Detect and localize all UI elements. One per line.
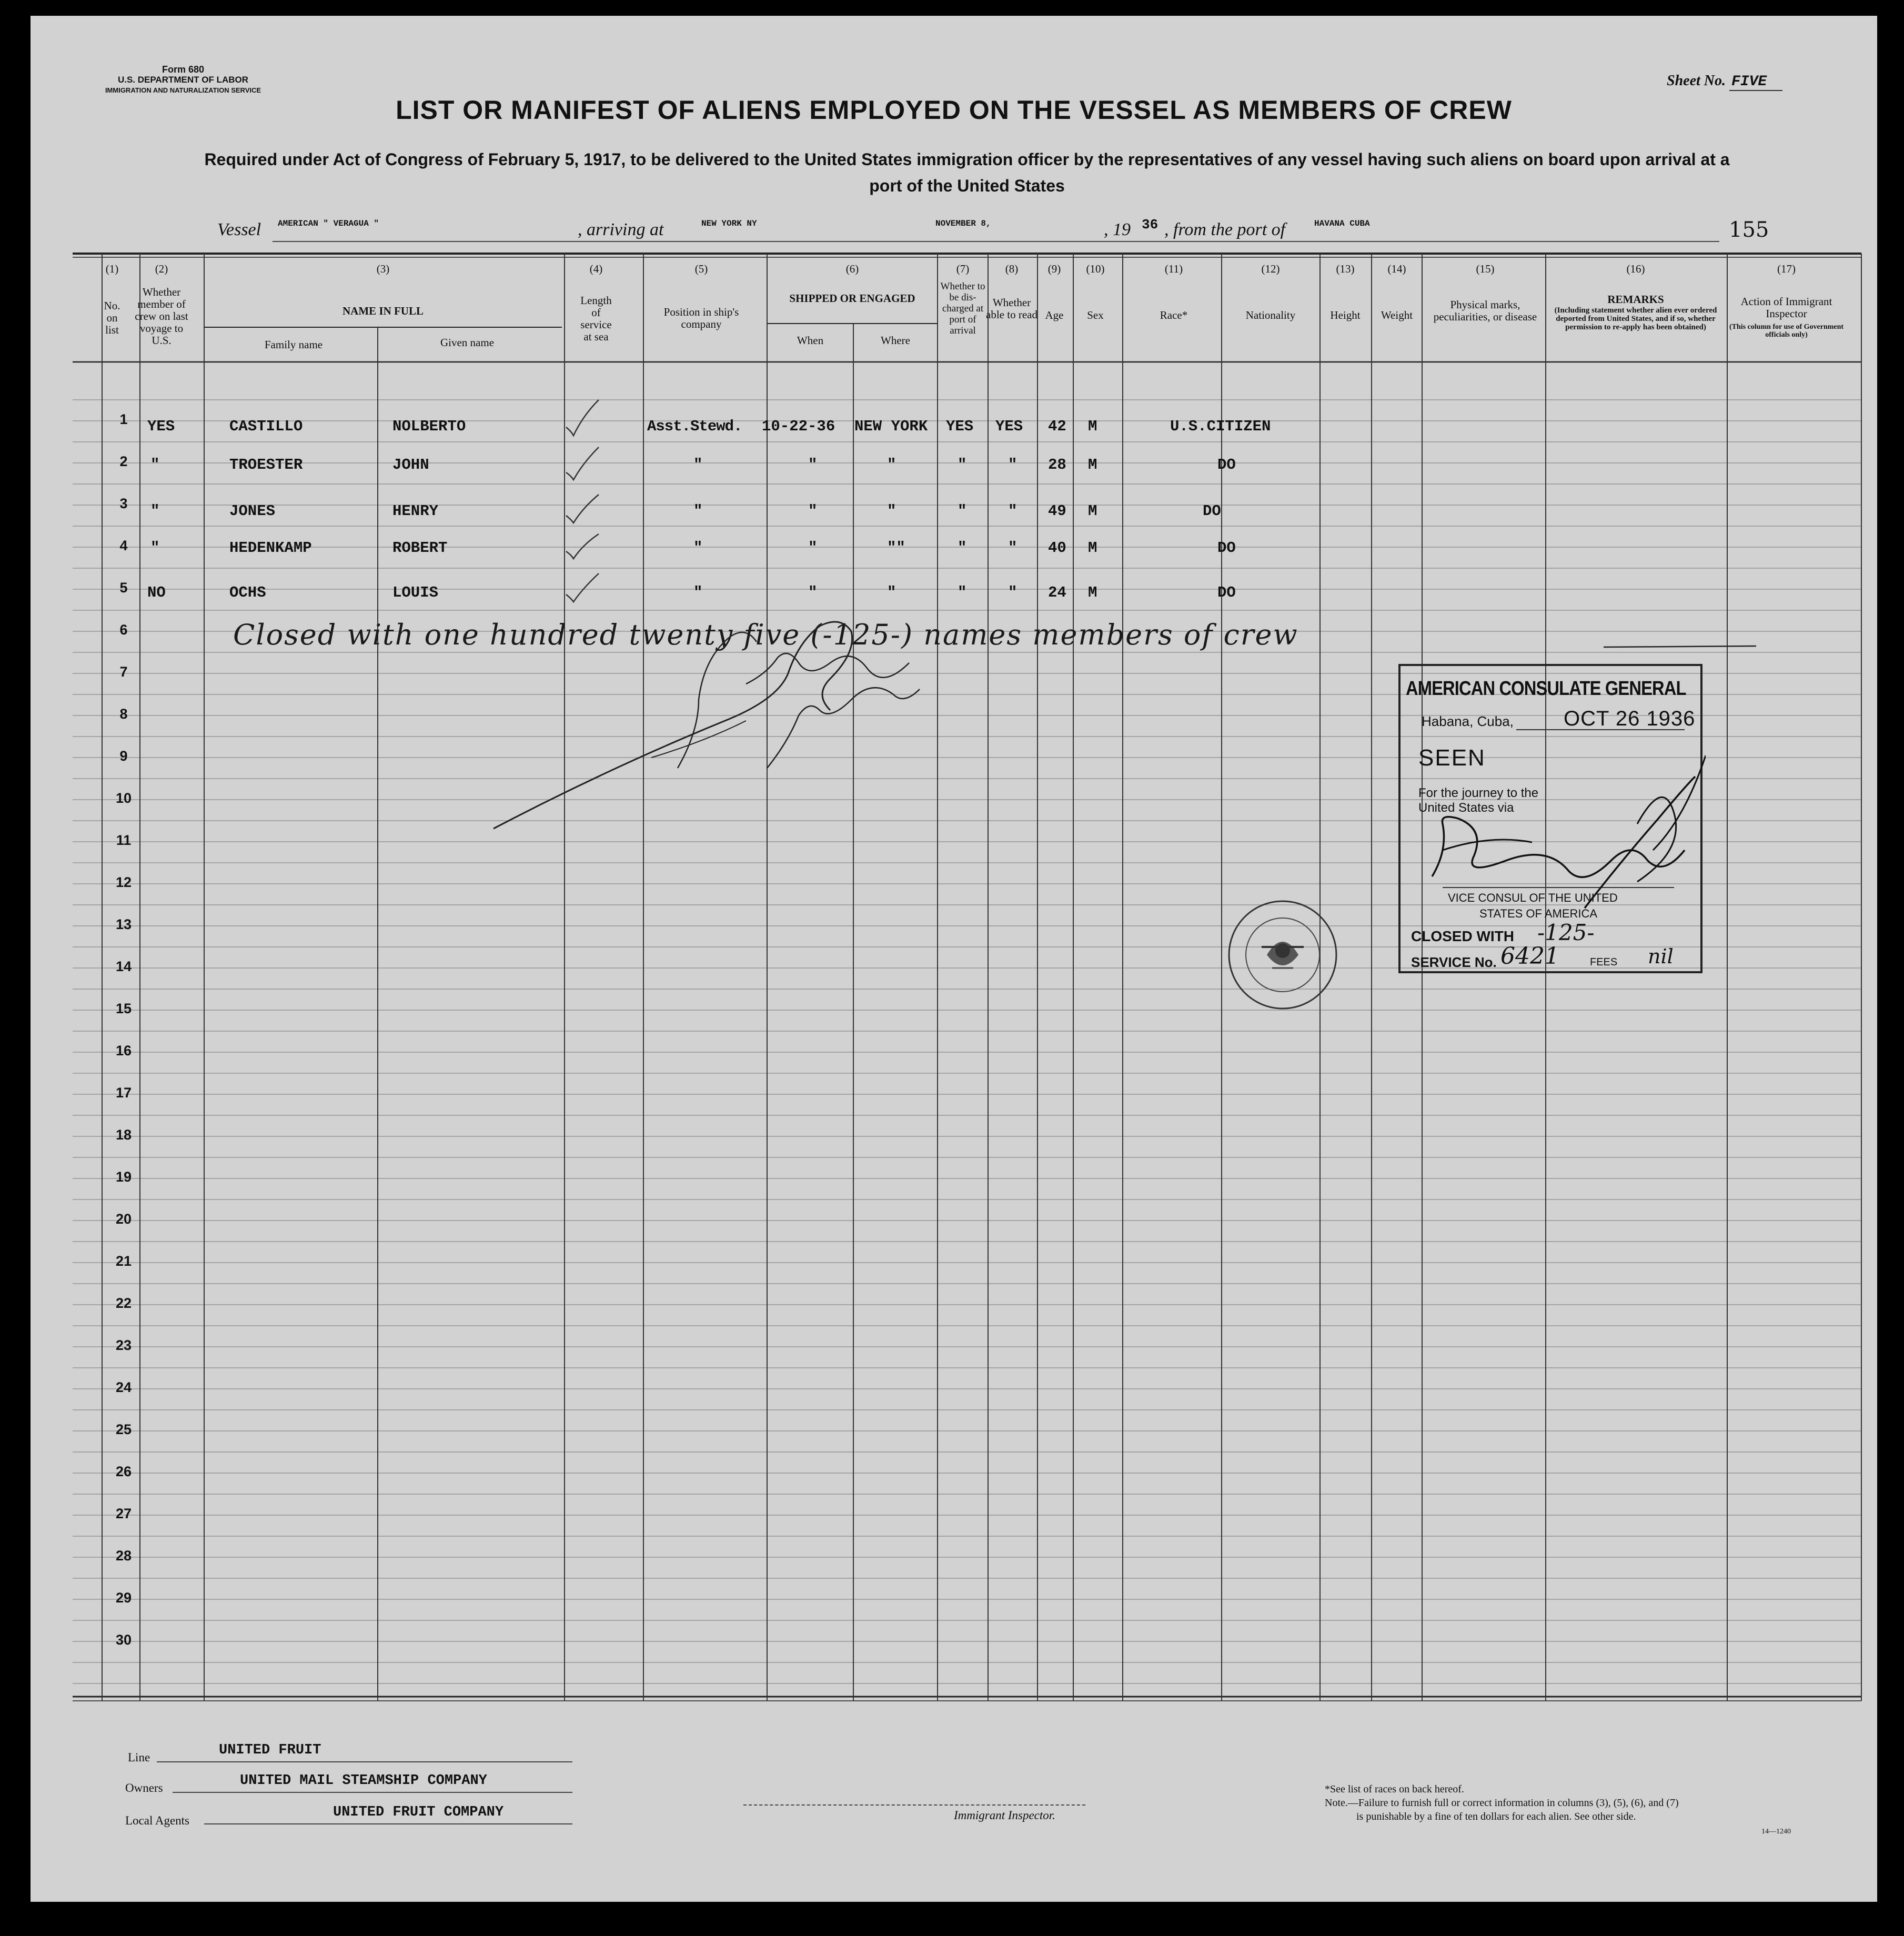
sheet-value: FIVE bbox=[1729, 74, 1782, 91]
age-cell: 42 bbox=[1048, 418, 1066, 435]
able-to-read-cell: YES bbox=[995, 418, 1023, 435]
shipped-where-cell: NEW YORK bbox=[854, 418, 928, 435]
col-10-label: Sex bbox=[1087, 309, 1104, 321]
note-underline bbox=[1604, 642, 1761, 652]
shipped-when-cell: " bbox=[808, 539, 818, 557]
owners-underline bbox=[173, 1792, 572, 1793]
stamp-service-label: SERVICE No. bbox=[1411, 954, 1497, 970]
length-of-service-checkmarks bbox=[562, 395, 625, 616]
sex-cell: M bbox=[1088, 584, 1097, 601]
col-17-note: (This column for use of Government officials only) bbox=[1729, 323, 1844, 339]
form-number: Form 680 bbox=[162, 64, 205, 75]
row-number: 15 bbox=[115, 1001, 132, 1016]
col-15-num: (15) bbox=[1476, 263, 1495, 275]
row-number: 4 bbox=[119, 538, 128, 553]
from-value: HAVANA CUBA bbox=[1314, 219, 1370, 228]
row-number: 9 bbox=[119, 748, 128, 764]
row-number: 22 bbox=[115, 1295, 132, 1311]
to-be-discharged-cell: " bbox=[958, 502, 967, 520]
col-2-label: Whether member of crew on last voyage to U.S. bbox=[135, 286, 188, 347]
agents-label: Local Agents bbox=[125, 1814, 189, 1827]
col-8-label: Whether able to read bbox=[986, 296, 1037, 321]
race-cell: U.S.CITIZEN bbox=[1170, 418, 1271, 435]
line-label: Line bbox=[128, 1751, 150, 1764]
row-number: 24 bbox=[115, 1379, 132, 1395]
stamp-title: AMERICAN CONSULATE GENERAL bbox=[1406, 678, 1686, 700]
inspector-signature bbox=[451, 594, 925, 847]
position-cell: " bbox=[693, 456, 702, 473]
col-7-label: Whether to be dis-charged at port of arrival bbox=[940, 281, 985, 336]
subtitle-line-1: Required under Act of Congress of February 5, 1917, to be delivered to the United States immigration officer by the representatives of any vessel having such aliens on board upon arrival at a bbox=[204, 150, 1730, 169]
row-number: 1 bbox=[119, 411, 128, 427]
col-14-num: (14) bbox=[1387, 263, 1406, 275]
vice-consul-signature bbox=[1411, 745, 1706, 919]
stamp-date-line bbox=[1516, 729, 1685, 730]
stamp-date: OCT 26 1936 bbox=[1564, 707, 1696, 730]
col-16-note: (Including statement whether alien ever ordered deported from United States, and if so, whether permission to re-apply has been obtained) bbox=[1554, 306, 1717, 331]
row-number: 17 bbox=[115, 1085, 132, 1101]
vessel-value: AMERICAN " VERAGUA " bbox=[278, 219, 379, 228]
given-name-cell: JOHN bbox=[392, 456, 429, 473]
stamp-consul-2: STATES OF AMERICA bbox=[1479, 907, 1598, 920]
col-4-label: Length of service at sea bbox=[580, 294, 612, 343]
age-cell: 40 bbox=[1048, 539, 1066, 557]
position-cell: " bbox=[693, 502, 702, 520]
age-cell: 28 bbox=[1048, 456, 1066, 473]
sex-cell: M bbox=[1088, 502, 1097, 520]
col-6-when: When bbox=[797, 334, 824, 347]
col-11-label: Race* bbox=[1160, 309, 1188, 321]
shipped-when-cell: " bbox=[808, 584, 818, 601]
col-5-label: Position in ship's company bbox=[663, 306, 739, 330]
row-number: 20 bbox=[115, 1211, 132, 1227]
able-to-read-cell: " bbox=[1008, 584, 1018, 601]
race-cell: DO bbox=[1217, 584, 1236, 601]
race-cell: DO bbox=[1203, 502, 1221, 520]
owners-value: UNITED MAIL STEAMSHIP COMPANY bbox=[240, 1773, 487, 1789]
col-9-num: (9) bbox=[1047, 263, 1061, 275]
footer-note-3: is punishable by a fine of ten dollars for each alien. See other side. bbox=[1356, 1811, 1636, 1822]
owners-label: Owners bbox=[125, 1781, 163, 1794]
row-number: 2 bbox=[119, 453, 128, 469]
col-9-label: Age bbox=[1045, 309, 1064, 321]
family-name-cell: HEDENKAMP bbox=[229, 539, 312, 557]
stamp-seen: SEEN bbox=[1418, 745, 1486, 771]
col-4-num: (4) bbox=[589, 263, 603, 275]
member-last-voyage-cell: " bbox=[150, 502, 160, 520]
given-name-cell: NOLBERTO bbox=[392, 418, 466, 435]
page-title: LIST OR MANIFEST OF ALIENS EMPLOYED ON THE VESSEL AS MEMBERS OF CREW bbox=[396, 95, 1512, 125]
inspector-sign-line bbox=[743, 1804, 1085, 1806]
able-to-read-cell: " bbox=[1008, 456, 1018, 473]
race-cell: DO bbox=[1217, 456, 1236, 473]
shipped-when-cell: " bbox=[808, 502, 818, 520]
shipped-where-cell: " bbox=[887, 584, 896, 601]
row-number: 23 bbox=[115, 1337, 132, 1353]
member-last-voyage-cell: NO bbox=[147, 584, 166, 601]
col-6-num: (6) bbox=[845, 263, 859, 275]
given-name-cell: ROBERT bbox=[392, 539, 448, 557]
row-number: 25 bbox=[115, 1421, 132, 1437]
col-5-num: (5) bbox=[694, 263, 708, 275]
to-be-discharged-cell: " bbox=[958, 539, 967, 557]
shipped-where-cell: "" bbox=[887, 539, 905, 557]
stamp-journey-2: United States via bbox=[1418, 801, 1514, 815]
stamp-service-value: 6421 bbox=[1500, 943, 1559, 970]
footer-note-1: *See list of races on back hereof. bbox=[1325, 1783, 1464, 1795]
vessel-label: Vessel bbox=[217, 220, 261, 239]
agents-underline bbox=[204, 1823, 572, 1824]
col-17-label: Action of Immigrant Inspector bbox=[1740, 295, 1832, 320]
family-name-cell: CASTILLO bbox=[229, 418, 303, 435]
able-to-read-cell: " bbox=[1008, 502, 1018, 520]
date-value: NOVEMBER 8, bbox=[935, 219, 991, 228]
col-1-label: No. on list bbox=[104, 299, 120, 336]
shipped-where-cell: " bbox=[887, 456, 896, 473]
sex-cell: M bbox=[1088, 456, 1097, 473]
row-number: 13 bbox=[115, 916, 132, 932]
to-be-discharged-cell: YES bbox=[946, 418, 974, 435]
sex-cell: M bbox=[1088, 418, 1097, 435]
col-2-num: (2) bbox=[155, 263, 168, 275]
stamp-closed-label: CLOSED WITH bbox=[1411, 928, 1514, 944]
sheet-label: Sheet No. bbox=[1667, 73, 1726, 89]
stamp-journey-1: For the journey to the bbox=[1418, 786, 1539, 800]
sex-cell: M bbox=[1088, 539, 1097, 557]
given-name-cell: HENRY bbox=[392, 502, 439, 520]
race-cell: DO bbox=[1217, 539, 1236, 557]
row-number: 5 bbox=[119, 580, 128, 596]
col-3-label: NAME IN FULL bbox=[342, 305, 424, 317]
row-number: 19 bbox=[115, 1169, 132, 1185]
row-number: 30 bbox=[115, 1632, 132, 1648]
col-17-num: (17) bbox=[1777, 263, 1796, 275]
to-be-discharged-cell: " bbox=[958, 584, 967, 601]
consulate-stamp bbox=[1398, 664, 1702, 973]
col-15-label: Physical marks, peculiarities, or disease bbox=[1433, 298, 1537, 323]
col-16-label: REMARKS bbox=[1607, 293, 1664, 306]
row-number: 7 bbox=[119, 664, 128, 680]
shipped-when-cell: 10-22-36 bbox=[762, 418, 835, 435]
page-number: 155 bbox=[1729, 218, 1769, 242]
col-12-num: (12) bbox=[1261, 263, 1280, 275]
row-number: 27 bbox=[115, 1506, 132, 1521]
to-be-discharged-cell: " bbox=[958, 456, 967, 473]
col-3-num: (3) bbox=[376, 263, 390, 275]
form-dept: U.S. DEPARTMENT OF LABOR bbox=[117, 75, 249, 85]
col-14-label: Weight bbox=[1381, 309, 1413, 321]
col-3-given: Given name bbox=[440, 336, 495, 349]
row-number: 11 bbox=[116, 832, 132, 848]
arriving-value: NEW YORK NY bbox=[701, 219, 757, 228]
col-7-num: (7) bbox=[956, 263, 970, 275]
row-number: 12 bbox=[115, 874, 132, 890]
age-cell: 24 bbox=[1048, 584, 1066, 601]
stamp-fees-value: nil bbox=[1648, 945, 1674, 968]
age-cell: 49 bbox=[1048, 502, 1066, 520]
inspector-label: Immigrant Inspector. bbox=[954, 1809, 1055, 1822]
subtitle-line-2: port of the United States bbox=[869, 176, 1065, 195]
col-16-num: (16) bbox=[1626, 263, 1645, 275]
position-cell: Asst.Stewd. bbox=[647, 418, 742, 435]
stamp-consul-1: VICE CONSUL OF THE UNITED bbox=[1448, 891, 1618, 904]
row-number: 10 bbox=[115, 790, 132, 806]
col-8-num: (8) bbox=[1005, 263, 1019, 275]
family-name-cell: JONES bbox=[229, 502, 276, 520]
col-6-label: SHIPPED OR ENGAGED bbox=[789, 292, 915, 305]
line-underline bbox=[157, 1761, 572, 1762]
footer-note-2: Note.—Failure to furnish full or correct information in columns (3), (5), (6), and (7) bbox=[1325, 1797, 1679, 1809]
family-name-cell: OCHS bbox=[229, 584, 266, 601]
manifest-sheet bbox=[31, 16, 1877, 1902]
col-10-num: (10) bbox=[1086, 263, 1105, 275]
col-6-where: Where bbox=[881, 334, 910, 347]
row-number: 16 bbox=[115, 1043, 132, 1058]
seal-graphic bbox=[1225, 897, 1341, 1013]
row-number: 26 bbox=[115, 1464, 132, 1479]
line-value: UNITED FRUIT bbox=[219, 1742, 321, 1758]
row-number: 14 bbox=[115, 959, 132, 974]
able-to-read-cell: " bbox=[1008, 539, 1018, 557]
member-last-voyage-cell: " bbox=[150, 456, 160, 473]
col-13-num: (13) bbox=[1336, 263, 1355, 275]
from-label: , from the port of bbox=[1164, 220, 1286, 239]
position-cell: " bbox=[693, 539, 702, 557]
col-13-label: Height bbox=[1330, 309, 1361, 321]
stamp-closed-value: -125- bbox=[1537, 920, 1595, 945]
row-number: 28 bbox=[115, 1548, 132, 1564]
position-cell: " bbox=[693, 584, 702, 601]
col-11-num: (11) bbox=[1164, 263, 1183, 275]
row-number: 8 bbox=[119, 706, 128, 722]
row-number: 21 bbox=[115, 1253, 132, 1269]
row-number: 18 bbox=[115, 1127, 132, 1143]
shipped-where-cell: " bbox=[887, 502, 896, 520]
col-1-num: (1) bbox=[105, 263, 119, 275]
family-name-cell: TROESTER bbox=[229, 456, 303, 473]
member-last-voyage-cell: " bbox=[150, 539, 160, 557]
row-number: 3 bbox=[119, 496, 128, 511]
col-3-family: Family name bbox=[264, 338, 323, 351]
consulate-seal bbox=[1225, 897, 1341, 1013]
row-number: 6 bbox=[119, 622, 128, 638]
stamp-place: Habana, Cuba, bbox=[1422, 713, 1514, 729]
given-name-cell: LOUIS bbox=[392, 584, 439, 601]
year-prefix: , 19 bbox=[1104, 220, 1131, 239]
stamp-fees-label: FEES bbox=[1590, 956, 1618, 968]
shipped-when-cell: " bbox=[808, 456, 818, 473]
footer-code: 14—1240 bbox=[1761, 1828, 1791, 1836]
arriving-label: , arriving at bbox=[578, 220, 664, 239]
col-12-label: Nationality bbox=[1245, 309, 1296, 321]
agents-value: UNITED FRUIT COMPANY bbox=[333, 1804, 504, 1820]
row-number: 29 bbox=[115, 1590, 132, 1606]
handwritten-closing-note: Closed with one hundred twenty five (-125-) names members of crew bbox=[233, 618, 1298, 651]
member-last-voyage-cell: YES bbox=[147, 418, 175, 435]
form-service: IMMIGRATION AND NATURALIZATION SERVICE bbox=[105, 86, 261, 94]
year-value: 36 bbox=[1142, 217, 1158, 233]
